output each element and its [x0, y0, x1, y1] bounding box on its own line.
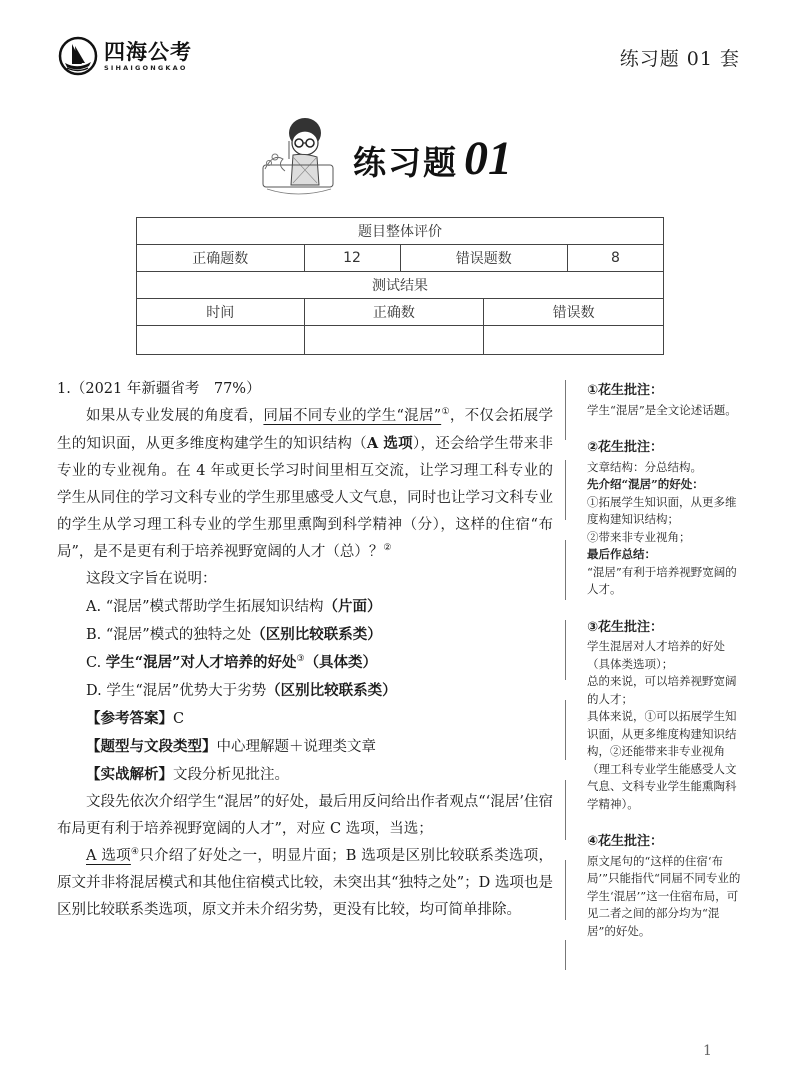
title-text: 练习题	[353, 142, 458, 182]
answer-label: 【参考答案】	[86, 710, 173, 727]
annotation-line: 先介绍“混居”的好处：	[587, 477, 704, 491]
result-header: 测试结果	[137, 272, 664, 299]
overall-header: 题目整体评价	[137, 218, 664, 245]
option-b[interactable]	[57, 621, 553, 649]
page-title-block	[253, 113, 512, 203]
annotation-line: 学生“混居”是全文论述话题。	[587, 402, 737, 417]
annotation-line: 文章结构：分总结构。	[587, 459, 702, 474]
option-d[interactable]	[57, 677, 553, 705]
annotation-title: ③花生批注：	[587, 619, 664, 635]
title-number: 01	[464, 131, 512, 185]
analysis-label: 【实战解析】	[86, 766, 173, 783]
question-source: （2021 年新疆省考 77%）	[70, 381, 261, 397]
question-body	[57, 376, 553, 924]
sailboat-logo-icon	[58, 36, 98, 76]
question-number: 1.	[57, 381, 71, 397]
option-note: （具体类）	[304, 654, 378, 671]
annotation-line: 原文尾句的“这样的住宿‘布局’”只能指代“同届不同专业的学生‘混居’”这一住宿布局，可见二者之间的部分均为“混居”的好处。	[587, 853, 741, 938]
explanation-paragraph-2	[57, 843, 553, 924]
brand-name-en: SIHAIGONGKAO	[104, 63, 188, 72]
annotation-title: ②花生批注：	[587, 440, 664, 455]
type-value: 中心理解题＋说理类文章	[216, 739, 376, 755]
annotation-line: “混居”有利于培养视野宽阔的人才。	[587, 564, 737, 596]
passage-option-tag: A 选项	[366, 435, 413, 452]
correct-count-label: 正确题数	[137, 245, 305, 272]
reference-answer	[57, 705, 553, 733]
explanation-underlined: A 选项	[86, 848, 131, 864]
answer-value: C	[173, 711, 185, 727]
practical-analysis	[57, 761, 553, 789]
annotation-line: 总的来说，可以培养视野宽阔的人才；	[587, 674, 737, 706]
wrong-count-label: 错误题数	[400, 245, 568, 272]
score-table	[136, 217, 664, 355]
question-header	[57, 376, 553, 403]
annotation-ref-2[interactable]: ②	[383, 543, 392, 554]
explanation-text: 只介绍了好处之一，明显片面；B 选项是区别比较联系类选项，原文并非将混居模式和其他住宿模式比较，未突出其“独特之处”；D 选项也是区别比较联系类选项，原文并未介绍劣势，更没有比较，均可简单排除。	[57, 848, 553, 918]
annotation-divider	[565, 380, 566, 970]
column-wrong: 错误数	[484, 299, 664, 326]
type-label: 【题型与文段类型】	[86, 738, 217, 755]
annotation-ref-3[interactable]: ③	[296, 654, 305, 665]
wrong-count-value: 8	[568, 245, 664, 272]
option-label: B.	[86, 627, 102, 643]
page-number: 1	[703, 1043, 712, 1059]
annotation-ref-4[interactable]: ④	[130, 847, 140, 858]
option-text: 学生“混居”优势大于劣势	[106, 683, 267, 699]
question-passage	[57, 403, 553, 566]
correct-value-cell[interactable]	[304, 326, 484, 355]
annotation-line: ②带来非专业视角；	[587, 529, 691, 544]
brand-name-cn: 四海公考	[104, 39, 192, 64]
explanation-paragraph-1: 文段先依次介绍学生“混居”的好处，最后用反问给出作者观点“‘混居’住宿布局更有利于培养视野宽阔的人才”，对应 C 选项，当选；	[57, 794, 553, 837]
option-a[interactable]	[57, 593, 553, 621]
column-time: 时间	[137, 299, 305, 326]
time-value-cell[interactable]	[137, 326, 305, 355]
annotation-line: 学生混居对人才培养的好处（具体类选项）；	[587, 639, 725, 671]
annotation-line: ①拓展学生知识面，从更多维度构建知识结构；	[587, 494, 737, 526]
annotation-2	[587, 439, 747, 599]
annotation-line: 具体来说，①可以拓展学生知识面，从更多维度构建知识结构，②还能带来非专业视角（理工科专业学生能感受人文气息、文科专业学生能熏陶科学精神）。	[587, 709, 737, 811]
annotation-line: 最后作总结：	[587, 547, 656, 561]
option-note: （片面）	[323, 598, 382, 615]
option-label: D.	[86, 683, 102, 699]
annotation-title: ④花生批注：	[587, 834, 664, 849]
question-type	[57, 733, 553, 761]
option-note: （区别比较联系类）	[251, 626, 382, 643]
annotation-ref-1[interactable]: ①	[441, 407, 450, 418]
option-text: “混居”模式的独特之处	[105, 627, 252, 643]
annotation-sidebar	[587, 382, 747, 960]
annotation-3	[587, 619, 747, 814]
option-label: A.	[86, 599, 102, 615]
wrong-value-cell[interactable]	[484, 326, 664, 355]
option-text: “混居”模式帮助学生拓展知识结构	[105, 599, 324, 615]
option-note: （区别比较联系类）	[266, 682, 397, 699]
analysis-value: 文段分析见批注。	[173, 767, 289, 783]
annotation-4	[587, 833, 747, 940]
passage-underlined-topic: 同届不同专业的学生“混居”	[263, 408, 442, 424]
annotation-title: ①花生批注：	[587, 383, 664, 398]
column-correct: 正确数	[304, 299, 484, 326]
passage-text: 如果从专业发展的角度看，	[86, 408, 264, 424]
option-text: 学生“混居”对人才培养的好处	[105, 654, 297, 671]
annotation-1	[587, 382, 747, 419]
passage-text: ，不仅会拓展学生的知识面，从更多维度构建学生的知识结构（	[57, 408, 554, 452]
correct-count-value: 12	[304, 245, 400, 272]
set-label: 练习题 01 套	[619, 48, 740, 70]
brand-logo-block	[58, 36, 192, 76]
option-c[interactable]	[57, 649, 553, 677]
mascot-illustration-icon	[253, 113, 343, 203]
passage-text: ），还会给学生带来非专业的专业视角。在 4 年或更长学习时间里相互交流，让学习理工科专业的学生从同住的学习文科专业的学生那里感受人文气息，同时也让学习文科专业的学生从学习理工科专业的学生那里熏陶到科学精神（分），这样的住宿“布局”，是不是更有利于培养视野宽阔的人才（总）？	[57, 436, 554, 560]
question-prompt: 这段文字旨在说明：	[86, 571, 217, 587]
option-label: C.	[86, 655, 102, 671]
